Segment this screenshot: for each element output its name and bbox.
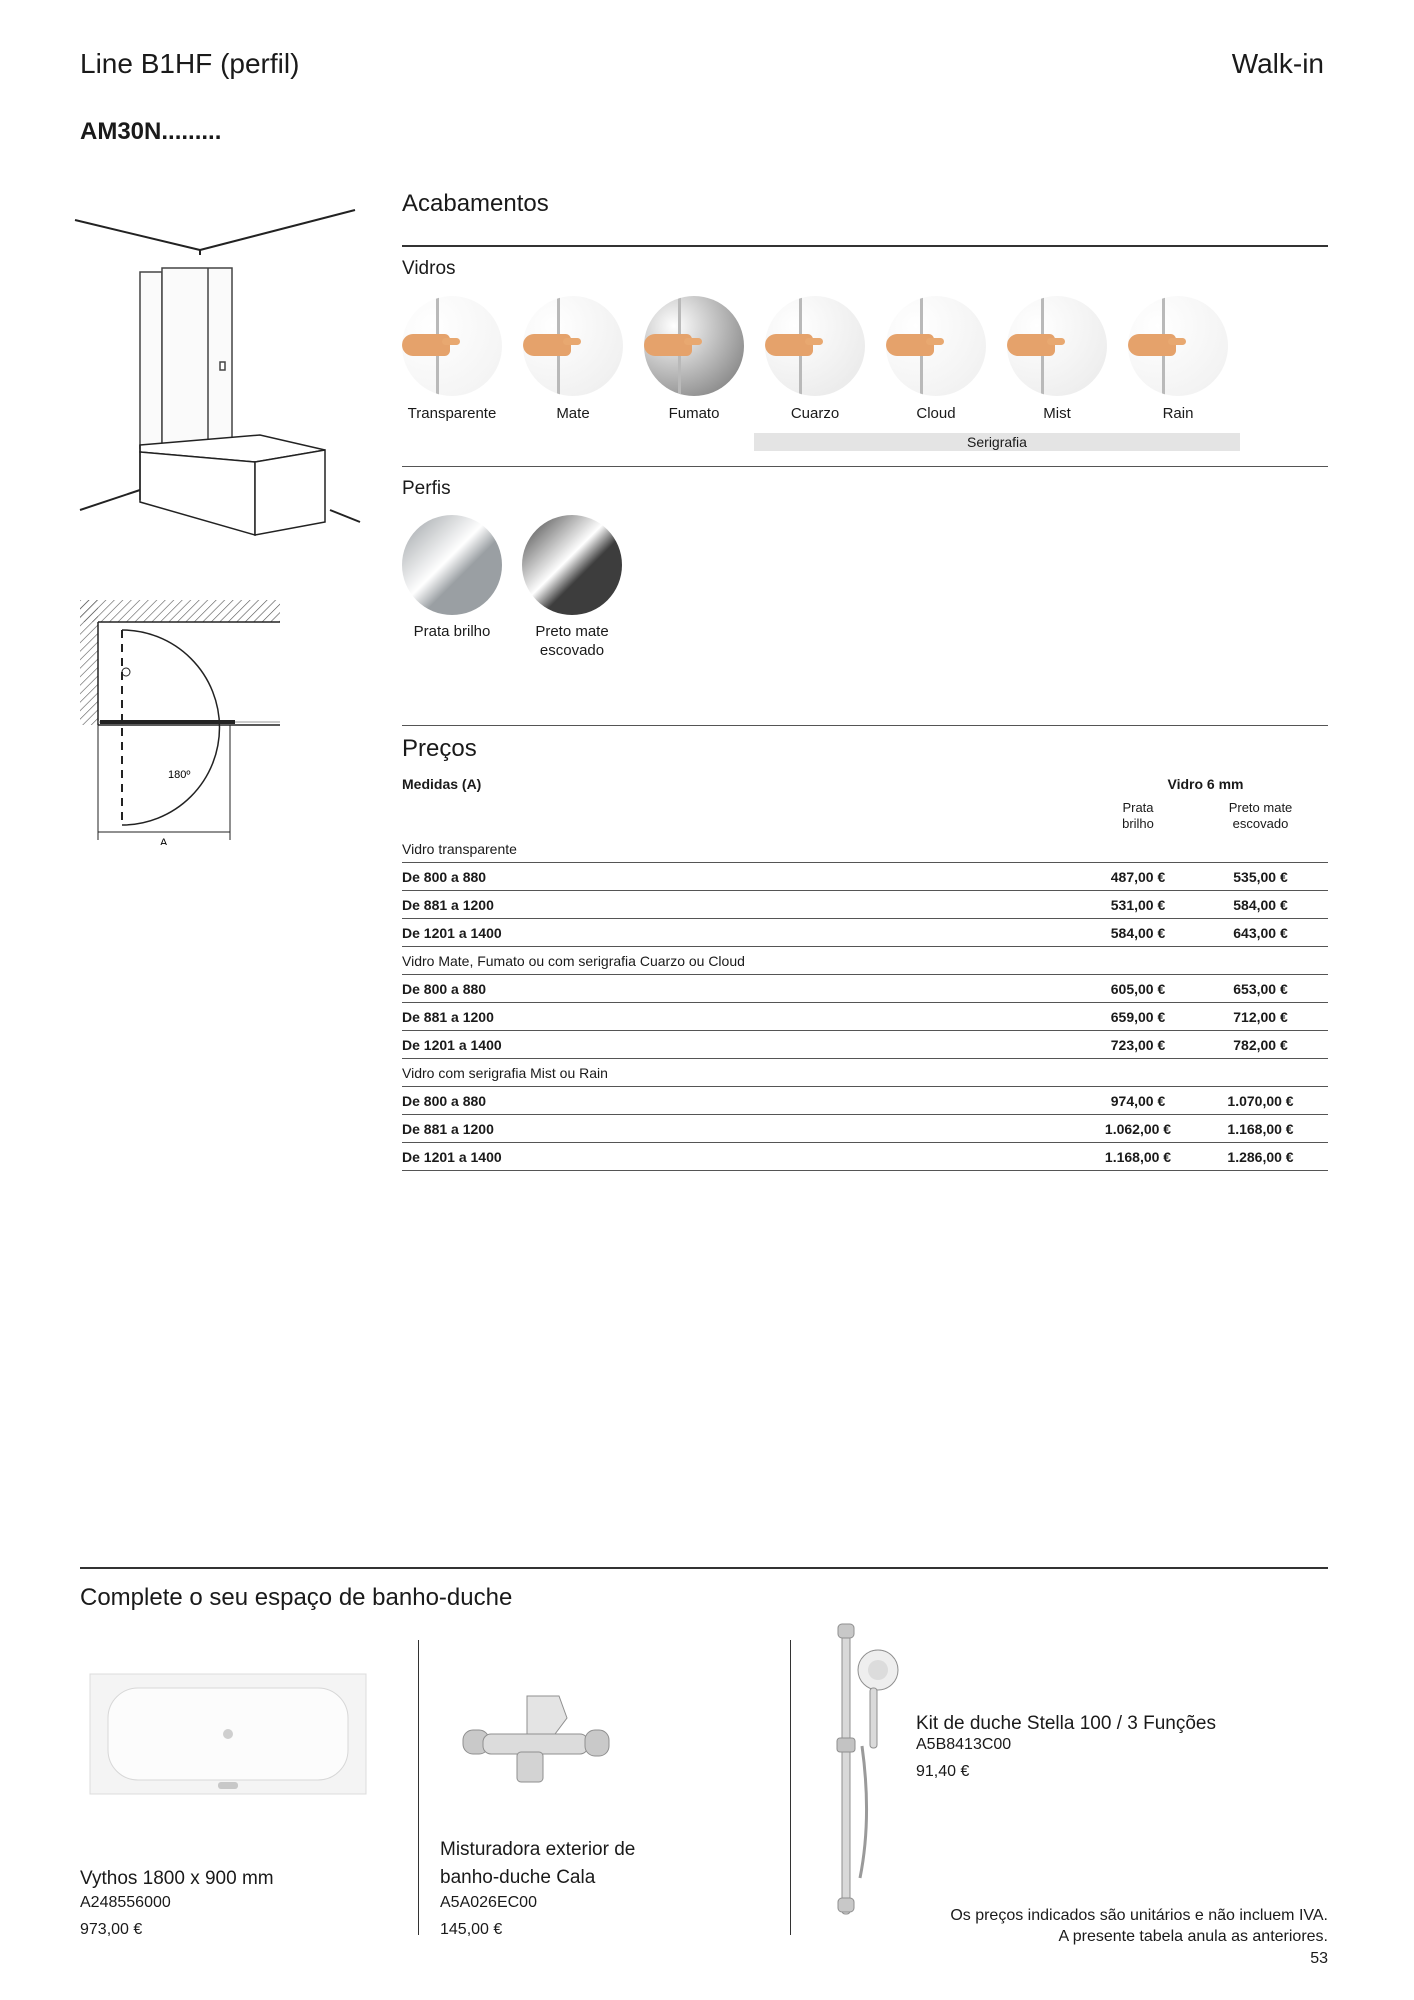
glass-label: Cloud <box>916 405 956 422</box>
mixer-tap-image <box>455 1688 615 1788</box>
product-code-mixer: A5A026EC00 <box>440 1894 537 1911</box>
price-cell: 659,00 € <box>1083 1003 1193 1031</box>
hand-shape <box>644 334 692 356</box>
bath-screen-perspective-drawing <box>70 200 370 550</box>
glass-label: Transparente <box>407 405 497 422</box>
glass-swatch-cloud <box>886 296 986 396</box>
glass-swatch-cuarzo <box>765 296 865 396</box>
price-cell: 487,00 € <box>1083 863 1193 891</box>
col-preto-mate-header: Preto mate escovado <box>1228 800 1293 831</box>
size-range: De 881 a 1200 <box>402 1115 1083 1143</box>
price-table <box>402 770 1328 1171</box>
hand-shape <box>765 334 813 356</box>
size-range: De 1201 a 1400 <box>402 1143 1083 1171</box>
price-cell: 1.070,00 € <box>1193 1087 1328 1115</box>
profile-label: Preto mate <box>535 623 609 640</box>
price-group-name: Vidro com serigrafia Mist ou Rain <box>402 1059 1328 1087</box>
glass-swatch-rain <box>1128 296 1228 396</box>
glass-label: Mist <box>1043 405 1071 422</box>
price-cell: 643,00 € <box>1193 919 1328 947</box>
price-cell: 723,00 € <box>1083 1031 1193 1059</box>
price-group-name: Vidro Mate, Fumato ou com serigrafia Cuarzo ou Cloud <box>402 947 1328 975</box>
size-range: De 881 a 1200 <box>402 891 1083 919</box>
glass-rule <box>402 466 1328 467</box>
price-row <box>402 975 1328 1003</box>
product-separator-1 <box>418 1640 419 1935</box>
page-number: 53 <box>1310 1950 1328 1967</box>
price-row <box>402 1003 1328 1031</box>
size-range: De 800 a 880 <box>402 975 1083 1003</box>
price-group-header <box>402 835 1328 863</box>
bathtub-image <box>88 1672 370 1798</box>
hand-shape <box>523 334 571 356</box>
glass-swatch-transparente <box>402 296 502 396</box>
price-cell: 531,00 € <box>1083 891 1193 919</box>
category-title: Walk-in <box>1231 48 1324 79</box>
complete-title: Complete o seu espaço de banho-duche <box>80 1584 513 1611</box>
price-cell: 782,00 € <box>1193 1031 1328 1059</box>
product-name-mixer: Misturadora exterior de banho-duche Cala <box>440 1839 636 1888</box>
size-range: De 800 a 880 <box>402 1087 1083 1115</box>
price-row <box>402 1031 1328 1059</box>
hand-shape <box>402 334 450 356</box>
price-group-header <box>402 947 1328 975</box>
shower-kit-image <box>820 1618 900 1928</box>
price-cell: 1.062,00 € <box>1083 1115 1193 1143</box>
angle-label: 180º <box>168 769 191 781</box>
hand-shape <box>886 334 934 356</box>
glass-swatch-mist <box>1007 296 1107 396</box>
glass-label: Rain <box>1162 405 1194 422</box>
price-cell: 584,00 € <box>1193 891 1328 919</box>
hand-shape <box>1128 334 1176 356</box>
finishes-title: Acabamentos <box>402 190 549 217</box>
price-row <box>402 919 1328 947</box>
glass-label: Mate <box>556 405 590 422</box>
price-row <box>402 1115 1328 1143</box>
product-code-shower-kit: A5B8413C00 <box>916 1736 1012 1753</box>
series-title: Line B1HF (perfil) <box>80 48 300 79</box>
width-dimension-label: A <box>160 837 168 845</box>
product-code-bathtub: A248556000 <box>80 1894 171 1911</box>
price-group-header <box>402 1059 1328 1087</box>
price-group-name: Vidro transparente <box>402 835 1328 863</box>
glass-swatch-mate <box>523 296 623 396</box>
size-range: De 800 a 880 <box>402 863 1083 891</box>
profile-label: escovado <box>539 642 605 659</box>
price-row <box>402 1087 1328 1115</box>
price-cell: 974,00 € <box>1083 1087 1193 1115</box>
glass-thickness-header: Vidro 6 mm <box>1167 775 1244 792</box>
price-row <box>402 891 1328 919</box>
product-code: AM30N......... <box>80 118 222 145</box>
product-name-bathtub: Vythos 1800 x 900 mm <box>80 1868 274 1889</box>
finishes-rule <box>402 245 1328 247</box>
profile-swatch <box>522 515 622 615</box>
price-cell: 535,00 € <box>1193 863 1328 891</box>
product-separator-2 <box>790 1640 791 1935</box>
glass-title: Vidros <box>402 258 456 279</box>
price-cell: 712,00 € <box>1193 1003 1328 1031</box>
complete-rule <box>80 1567 1328 1569</box>
size-range: De 1201 a 1400 <box>402 919 1083 947</box>
product-price-bathtub: 973,00 € <box>80 1921 143 1938</box>
profile-swatch <box>402 515 502 615</box>
glass-swatch-fumato <box>644 296 744 396</box>
price-row <box>402 1143 1328 1171</box>
profile-label: Prata brilho <box>413 623 491 640</box>
col-prata-brilho-header: Prata brilho <box>1122 800 1154 831</box>
product-price-mixer: 145,00 € <box>440 1921 503 1938</box>
price-cell: 605,00 € <box>1083 975 1193 1003</box>
serigraphy-bar: Serigrafia <box>754 433 1240 451</box>
price-cell: 1.168,00 € <box>1083 1143 1193 1171</box>
price-footnote: Os preços indicados são unitários e não incluem IVA. A presente tabela anula as anteriores. <box>950 1907 1328 1945</box>
product-name-shower-kit: Kit de duche Stella 100 / 3 Funções <box>916 1713 1216 1734</box>
price-cell: 584,00 € <box>1083 919 1193 947</box>
price-cell: 1.286,00 € <box>1193 1143 1328 1171</box>
opening-plan-diagram <box>80 600 290 845</box>
glass-label: Fumato <box>668 405 720 422</box>
product-price-shower-kit: 91,40 € <box>916 1763 970 1780</box>
prices-rule <box>402 725 1328 726</box>
price-cell: 653,00 € <box>1193 975 1328 1003</box>
size-range: De 881 a 1200 <box>402 1003 1083 1031</box>
price-row <box>402 863 1328 891</box>
measures-header: Medidas (A) <box>402 775 482 792</box>
profiles-title: Perfis <box>402 478 451 499</box>
prices-title: Preços <box>402 735 477 762</box>
size-range: De 1201 a 1400 <box>402 1031 1083 1059</box>
glass-label: Cuarzo <box>790 405 840 422</box>
hand-shape <box>1007 334 1055 356</box>
price-cell: 1.168,00 € <box>1193 1115 1328 1143</box>
